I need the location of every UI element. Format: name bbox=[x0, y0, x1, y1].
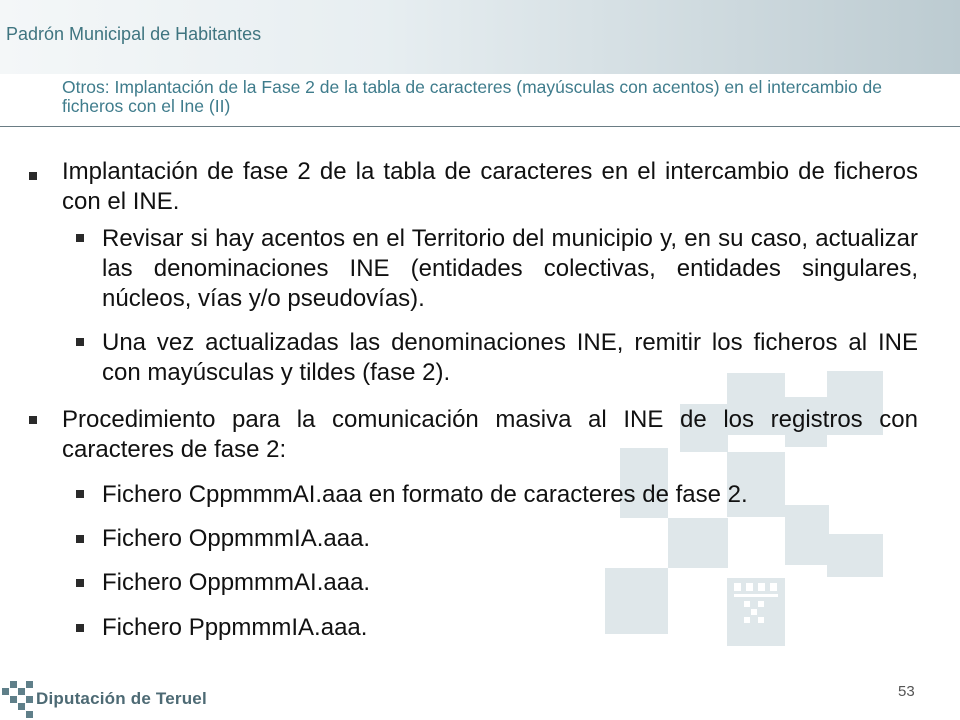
sub-bullet-item: Fichero OppmmmIA.aaa. bbox=[102, 525, 371, 552]
sub-bullet-item: Fichero OppmmmAI.aaa. bbox=[102, 569, 371, 596]
logo-text: Diputación de Teruel bbox=[36, 689, 207, 708]
sub-bullet-item: Fichero PppmmmIA.aaa. bbox=[102, 614, 368, 641]
sub-bullet-item: Revisar si hay acentos en el Territorio del municipio y, en su caso, actualizar las denominaciones INE (entidades colectivas, entidades singulares, núcleos, vías y/o pseudovías). bbox=[102, 225, 918, 312]
sub-bullet-marker bbox=[76, 338, 84, 346]
sub-bullet-marker bbox=[76, 535, 84, 543]
sub-bullet-item: Fichero CppmmmAI.aaa en formato de caracteres de fase 2. bbox=[102, 481, 748, 508]
slide-subtitle: Otros: Implantación de la Fase 2 de la tabla de caracteres (mayúsculas con acentos) en el intercambio de ficheros con el Ine (II) bbox=[62, 77, 883, 116]
bullet-marker bbox=[29, 172, 37, 180]
bullet-marker bbox=[29, 416, 37, 424]
organization-title: Padrón Municipal de Habitantes bbox=[6, 24, 262, 44]
sub-bullet-marker bbox=[76, 490, 84, 498]
page-number: 53 bbox=[898, 683, 915, 700]
sub-bullet-marker bbox=[76, 579, 84, 587]
sub-bullet-marker bbox=[76, 624, 84, 632]
sub-bullet-item: Una vez actualizadas las denominaciones INE, remitir los ficheros al INE con mayúsculas y tildes (fase 2). bbox=[102, 329, 918, 386]
bullet-item: Implantación de fase 2 de la tabla de caracteres en el intercambio de ficheros con el INE. bbox=[62, 158, 918, 215]
sub-bullet-marker bbox=[76, 234, 84, 242]
bullet-item: Procedimiento para la comunicación masiva al INE de los registros con caracteres de fase 2: bbox=[62, 406, 918, 463]
